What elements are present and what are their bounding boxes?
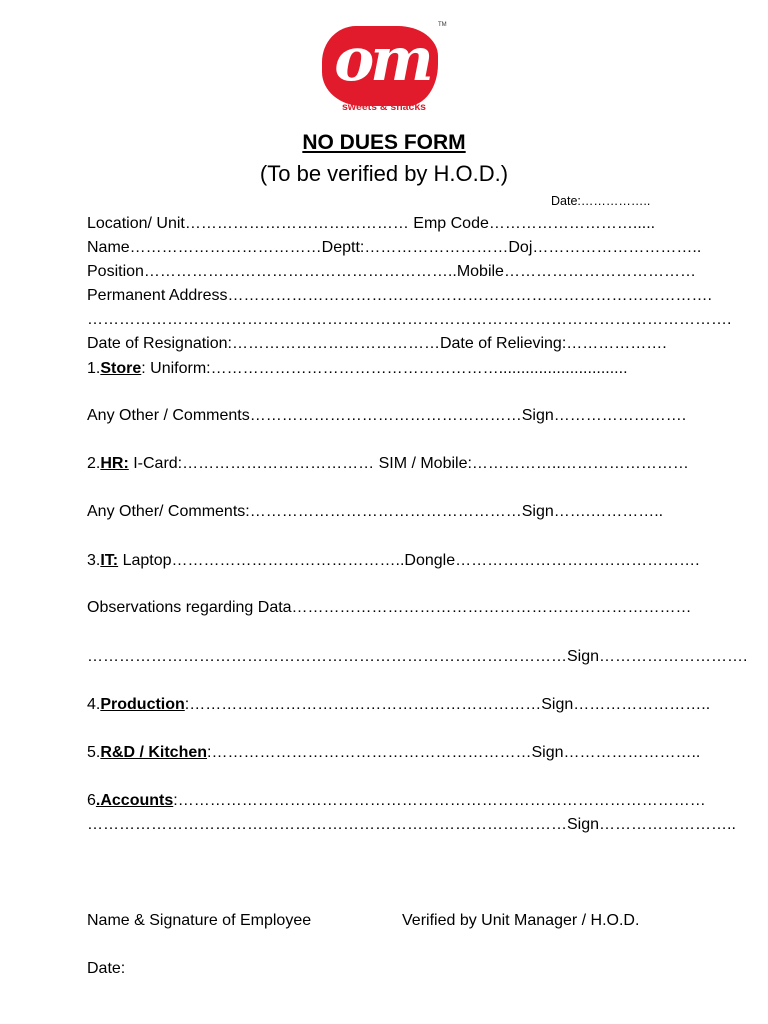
it-number: 3. <box>87 552 101 569</box>
observations-sign-line: ………………………………………………………………………………Sign………………………. <box>87 648 748 665</box>
hr-section-line <box>87 453 689 475</box>
employee-signature-label: Name & Signature of Employee <box>87 912 312 929</box>
permanent-address-line: Permanent Address………………………………………………………………………………. <box>87 287 712 304</box>
hr-number: 2. <box>87 455 101 472</box>
production-heading: Production <box>100 696 185 713</box>
rd-kitchen-section-line <box>87 742 700 764</box>
it-heading: IT: <box>100 552 119 569</box>
rd-sign-field: :……………………………………………………Sign…………………….. <box>207 744 701 761</box>
hr-heading: HR: <box>100 455 129 472</box>
production-number: 4. <box>87 696 101 713</box>
resignation-relieving-line: Date of Resignation:…………………………………Date of Relieving:………………. <box>87 335 667 352</box>
rd-number: 5. <box>87 744 101 761</box>
store-section-line <box>87 358 628 380</box>
accounts-heading: .Accounts <box>95 792 174 809</box>
logo-tagline: sweets & snacks <box>341 101 427 113</box>
store-heading: Store <box>100 360 142 377</box>
position-mobile-line: Position…………………………………………………..Mobile……………………………… <box>87 263 696 280</box>
name-deptt-doj-line: Name………………………………Deptt:………………………Doj………………………….. <box>87 239 702 256</box>
it-laptop-dongle-fields: Laptop……………………………………..Dongle………………………………………. <box>118 552 700 569</box>
location-emp-code-line: Location/ Unit…………………………………… Emp Code………………………..... <box>87 215 656 232</box>
observations-line: Observations regarding Data………………………………………………………………… <box>87 599 692 616</box>
form-title: NO DUES FORM <box>302 131 466 154</box>
store-uniform-field: : Uniform:………………………………………………............................. <box>141 360 628 377</box>
production-sign-field: :…………………………………………………………Sign…………………….. <box>184 696 711 713</box>
hod-verification-label: Verified by Unit Manager / H.O.D. <box>402 912 640 929</box>
hr-comments-line: Any Other/ Comments:……………………………………………Sign…….………….. <box>87 503 664 520</box>
brand-logo <box>320 22 448 118</box>
accounts-number: 6 <box>87 792 96 809</box>
date-field: Date:…………….. <box>551 194 651 208</box>
accounts-sign-line: ………………………………………………………………………………Sign…………………….. <box>87 816 736 833</box>
production-section-line <box>87 694 710 716</box>
form-subtitle: (To be verified by H.O.D.) <box>259 161 509 186</box>
rd-kitchen-heading: R&D / Kitchen <box>100 744 208 761</box>
hr-icard-sim-fields: I-Card:……………………………… SIM / Mobile:……………..…………………… <box>128 455 689 472</box>
store-comments-line: Any Other / Comments……………………………………………Sign……………………. <box>87 407 687 424</box>
it-section-line <box>87 550 700 572</box>
footer-date-label: Date: <box>87 960 126 977</box>
logo-wordmark: om <box>334 25 430 95</box>
accounts-section-line <box>87 790 706 812</box>
store-number: 1. <box>87 360 101 377</box>
permanent-address-line-2: …………………………………………………………………………………………………………. <box>87 311 732 328</box>
trademark-mark: TM <box>438 22 447 28</box>
accounts-field: :……………………………………………………………………………………… <box>173 792 706 809</box>
